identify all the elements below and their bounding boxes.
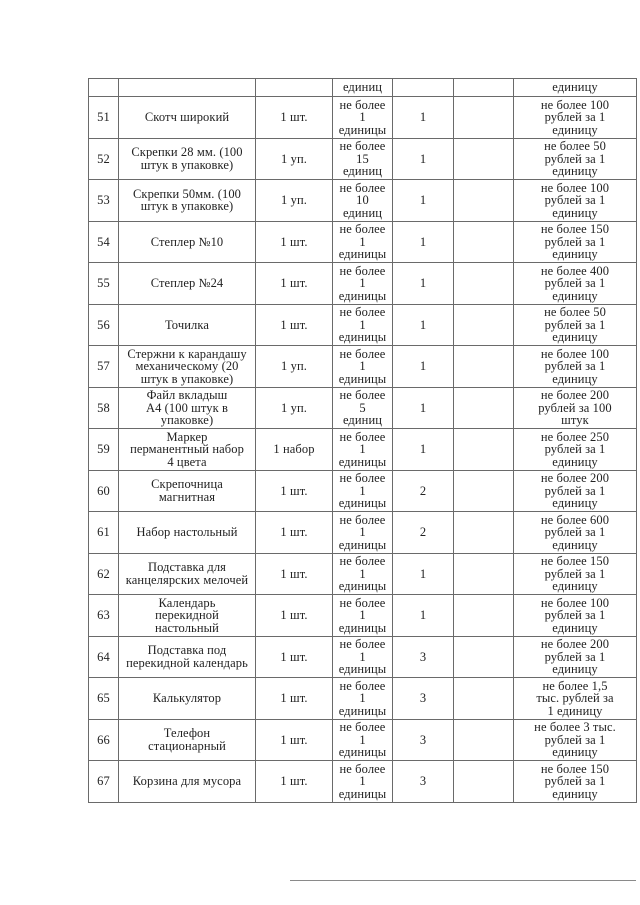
cell-quantity-limit: не более 15 единиц xyxy=(333,138,393,180)
cell-count: 2 xyxy=(393,470,454,512)
cell-number: 64 xyxy=(89,636,119,678)
cell-empty xyxy=(454,429,514,471)
cell-price-limit: не более 50 рублей за 1 единицу xyxy=(514,304,637,346)
cell-item-name: Набор настольный xyxy=(119,512,256,554)
cell-price-limit: не более 150 рублей за 1 единицу xyxy=(514,553,637,595)
table-row xyxy=(89,470,637,512)
cell-item-name: Подставка под перекидной календарь xyxy=(119,636,256,678)
cell-price-limit: не более 600 рублей за 1 единицу xyxy=(514,512,637,554)
cell-quantity-limit: не более 1 единицы xyxy=(333,263,393,305)
cell-count: 1 xyxy=(393,138,454,180)
cell-empty xyxy=(454,138,514,180)
cell-count: 1 xyxy=(393,553,454,595)
cell-unit: 1 шт. xyxy=(256,719,333,761)
cell-item-name: Телефон стационарный xyxy=(119,719,256,761)
cell-price-limit: не более 200 рублей за 1 единицу xyxy=(514,636,637,678)
continuation-row xyxy=(89,79,637,97)
table-row xyxy=(89,678,637,720)
table-row xyxy=(89,221,637,263)
cell-unit: 1 уп. xyxy=(256,387,333,429)
document-page xyxy=(88,78,636,803)
cell-empty xyxy=(454,678,514,720)
cell-number: 63 xyxy=(89,595,119,637)
cell-quantity-limit: не более 1 единицы xyxy=(333,553,393,595)
cell-count: 1 xyxy=(393,429,454,471)
cell-number: 57 xyxy=(89,346,119,388)
cell-item-name: Маркер перманентный набор 4 цвета xyxy=(119,429,256,471)
cell-number xyxy=(89,79,119,97)
cell-number: 55 xyxy=(89,263,119,305)
cell-number: 56 xyxy=(89,304,119,346)
cell-quantity-limit: единиц xyxy=(333,79,393,97)
cell-unit: 1 шт. xyxy=(256,470,333,512)
cell-quantity-limit: не более 1 единицы xyxy=(333,595,393,637)
cell-quantity-limit: не более 1 единицы xyxy=(333,636,393,678)
cell-empty xyxy=(454,97,514,139)
cell-item-name: Календарь перекидной настольный xyxy=(119,595,256,637)
cell-price-limit: единицу xyxy=(514,79,637,97)
cell-unit xyxy=(256,79,333,97)
table-row xyxy=(89,553,637,595)
cell-count: 3 xyxy=(393,761,454,803)
cell-unit: 1 шт. xyxy=(256,761,333,803)
cell-unit: 1 шт. xyxy=(256,263,333,305)
cell-item-name: Стержни к карандашу механическому (20 штук в упаковке) xyxy=(119,346,256,388)
cell-empty xyxy=(454,553,514,595)
cell-empty xyxy=(454,221,514,263)
table-body xyxy=(89,79,637,803)
cell-unit: 1 шт. xyxy=(256,636,333,678)
cell-quantity-limit: не более 5 единиц xyxy=(333,387,393,429)
cell-unit: 1 уп. xyxy=(256,346,333,388)
table-row xyxy=(89,636,637,678)
cell-count xyxy=(393,79,454,97)
cell-count: 1 xyxy=(393,180,454,222)
supplies-table xyxy=(88,78,637,803)
cell-empty xyxy=(454,595,514,637)
footer-rule xyxy=(290,880,636,881)
cell-unit: 1 уп. xyxy=(256,180,333,222)
cell-item-name: Подставка для канцелярских мелочей xyxy=(119,553,256,595)
cell-item-name: Скрепки 50мм. (100 штук в упаковке) xyxy=(119,180,256,222)
cell-number: 62 xyxy=(89,553,119,595)
table-row xyxy=(89,263,637,305)
cell-unit: 1 уп. xyxy=(256,138,333,180)
cell-number: 54 xyxy=(89,221,119,263)
cell-count: 1 xyxy=(393,346,454,388)
cell-item-name: Файл вкладыш А4 (100 штук в упаковке) xyxy=(119,387,256,429)
cell-price-limit: не более 100 рублей за 1 единицу xyxy=(514,180,637,222)
cell-number: 65 xyxy=(89,678,119,720)
cell-empty xyxy=(454,79,514,97)
table-row xyxy=(89,595,637,637)
cell-unit: 1 набор xyxy=(256,429,333,471)
cell-quantity-limit: не более 1 единицы xyxy=(333,221,393,263)
cell-quantity-limit: не более 1 единицы xyxy=(333,719,393,761)
cell-unit: 1 шт. xyxy=(256,553,333,595)
cell-price-limit: не более 100 рублей за 1 единицу xyxy=(514,346,637,388)
cell-item-name: Скрепки 28 мм. (100 штук в упаковке) xyxy=(119,138,256,180)
table-row xyxy=(89,719,637,761)
cell-count: 1 xyxy=(393,387,454,429)
cell-quantity-limit: не более 1 единицы xyxy=(333,761,393,803)
table-row xyxy=(89,387,637,429)
cell-number: 51 xyxy=(89,97,119,139)
cell-quantity-limit: не более 10 единиц xyxy=(333,180,393,222)
cell-unit: 1 шт. xyxy=(256,512,333,554)
cell-price-limit: не более 100 рублей за 1 единицу xyxy=(514,595,637,637)
cell-item-name: Калькулятор xyxy=(119,678,256,720)
cell-item-name: Точилка xyxy=(119,304,256,346)
cell-price-limit: не более 1,5 тыс. рублей за 1 единицу xyxy=(514,678,637,720)
cell-price-limit: не более 150 рублей за 1 единицу xyxy=(514,221,637,263)
cell-count: 1 xyxy=(393,595,454,637)
cell-count: 3 xyxy=(393,678,454,720)
cell-price-limit: не более 50 рублей за 1 единицу xyxy=(514,138,637,180)
cell-count: 1 xyxy=(393,263,454,305)
cell-number: 58 xyxy=(89,387,119,429)
table-row xyxy=(89,761,637,803)
cell-empty xyxy=(454,719,514,761)
cell-number: 60 xyxy=(89,470,119,512)
cell-number: 59 xyxy=(89,429,119,471)
cell-number: 52 xyxy=(89,138,119,180)
cell-item-name: Корзина для мусора xyxy=(119,761,256,803)
table-row xyxy=(89,304,637,346)
cell-item-name xyxy=(119,79,256,97)
cell-price-limit: не более 250 рублей за 1 единицу xyxy=(514,429,637,471)
cell-count: 1 xyxy=(393,221,454,263)
cell-number: 53 xyxy=(89,180,119,222)
cell-empty xyxy=(454,346,514,388)
cell-empty xyxy=(454,180,514,222)
cell-item-name: Степлер №10 xyxy=(119,221,256,263)
cell-unit: 1 шт. xyxy=(256,97,333,139)
cell-price-limit: не более 150 рублей за 1 единицу xyxy=(514,761,637,803)
cell-unit: 1 шт. xyxy=(256,221,333,263)
cell-price-limit: не более 400 рублей за 1 единицу xyxy=(514,263,637,305)
cell-empty xyxy=(454,761,514,803)
cell-count: 1 xyxy=(393,304,454,346)
cell-number: 61 xyxy=(89,512,119,554)
cell-quantity-limit: не более 1 единицы xyxy=(333,429,393,471)
cell-unit: 1 шт. xyxy=(256,595,333,637)
cell-quantity-limit: не более 1 единицы xyxy=(333,304,393,346)
cell-count: 1 xyxy=(393,97,454,139)
cell-price-limit: не более 100 рублей за 1 единицу xyxy=(514,97,637,139)
cell-count: 3 xyxy=(393,719,454,761)
cell-empty xyxy=(454,470,514,512)
cell-item-name: Скрепочница магнитная xyxy=(119,470,256,512)
table-row xyxy=(89,138,637,180)
cell-count: 2 xyxy=(393,512,454,554)
table-row xyxy=(89,97,637,139)
cell-quantity-limit: не более 1 единицы xyxy=(333,346,393,388)
cell-empty xyxy=(454,387,514,429)
table-row xyxy=(89,180,637,222)
cell-empty xyxy=(454,263,514,305)
cell-price-limit: не более 3 тыс. рублей за 1 единицу xyxy=(514,719,637,761)
table-row xyxy=(89,346,637,388)
cell-price-limit: не более 200 рублей за 100 штук xyxy=(514,387,637,429)
cell-empty xyxy=(454,304,514,346)
table-row xyxy=(89,512,637,554)
cell-empty xyxy=(454,636,514,678)
cell-unit: 1 шт. xyxy=(256,678,333,720)
cell-count: 3 xyxy=(393,636,454,678)
cell-item-name: Скотч широкий xyxy=(119,97,256,139)
cell-quantity-limit: не более 1 единицы xyxy=(333,97,393,139)
cell-number: 66 xyxy=(89,719,119,761)
table-row xyxy=(89,429,637,471)
cell-item-name: Степлер №24 xyxy=(119,263,256,305)
cell-quantity-limit: не более 1 единицы xyxy=(333,470,393,512)
cell-price-limit: не более 200 рублей за 1 единицу xyxy=(514,470,637,512)
cell-quantity-limit: не более 1 единицы xyxy=(333,512,393,554)
cell-unit: 1 шт. xyxy=(256,304,333,346)
cell-quantity-limit: не более 1 единицы xyxy=(333,678,393,720)
cell-empty xyxy=(454,512,514,554)
cell-number: 67 xyxy=(89,761,119,803)
